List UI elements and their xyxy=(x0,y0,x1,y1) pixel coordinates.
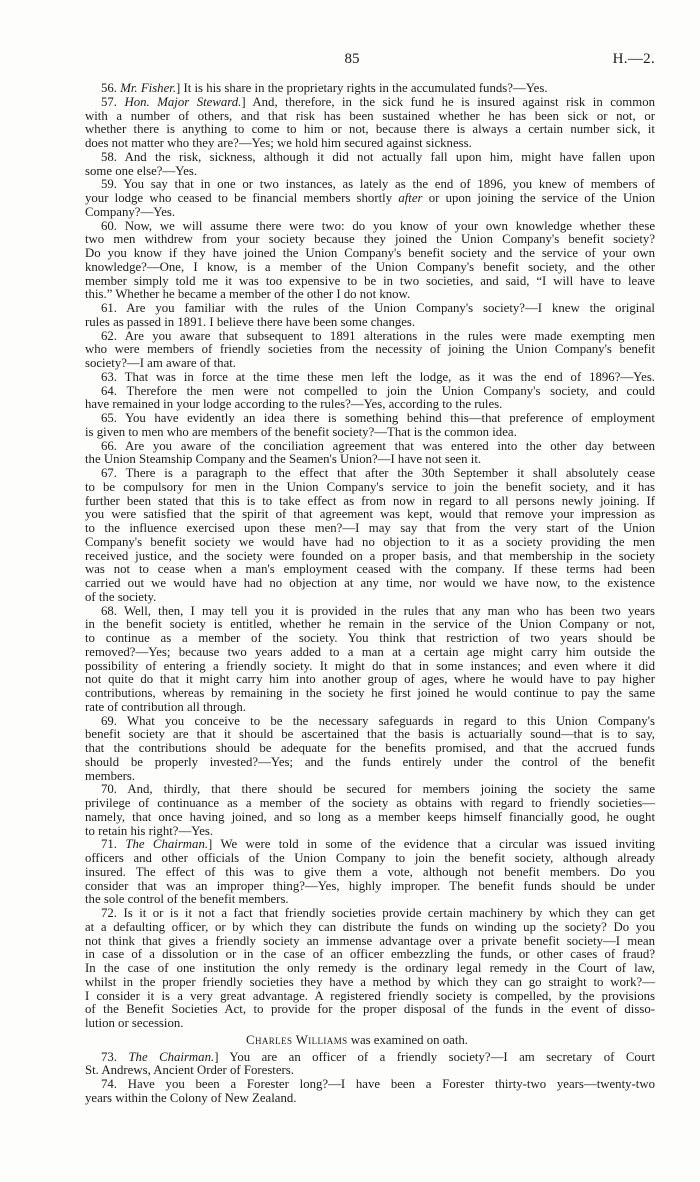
line-content xyxy=(85,233,655,247)
question-number: 69. xyxy=(101,713,117,728)
line-text: in the benefit society is entitled, whether he remain in the service of the Union Company or not, xyxy=(85,617,655,632)
testimony-paragraph xyxy=(85,178,655,219)
text-line xyxy=(85,976,655,990)
line-text: What you conceive to be the necessary safeguards in regard to this Union Company's xyxy=(127,713,655,728)
line-content xyxy=(101,1078,655,1092)
line-content xyxy=(85,825,213,839)
line-content xyxy=(85,508,655,522)
line-content xyxy=(85,165,197,179)
line-content xyxy=(85,948,655,962)
text-line xyxy=(85,302,655,316)
line-content xyxy=(85,550,655,564)
line-content xyxy=(85,261,655,275)
line-text: at a defaulting officer, or by which they can distribute the funds on winding up the society? Do you xyxy=(85,919,655,934)
line-content xyxy=(101,440,655,454)
line-content xyxy=(85,742,655,756)
line-content xyxy=(101,330,655,344)
line-text: Are you aware of the conciliation agreement that was entered into the other day between xyxy=(124,438,655,453)
line-text: the sole control of the benefit members. xyxy=(85,892,289,907)
text-line xyxy=(85,1092,655,1106)
witness-heading xyxy=(85,1034,655,1048)
line-text: to the influence exercised upon these men?—I may say that from the very start of the Union xyxy=(85,521,655,535)
line-content xyxy=(101,302,655,316)
text-line xyxy=(85,783,655,797)
text-line xyxy=(85,825,655,839)
text-line xyxy=(85,811,655,825)
line-content xyxy=(85,522,655,536)
text-line xyxy=(85,990,655,1004)
line-text: not think that gives a friendly society an immense advantage over a private benefit society—I mean xyxy=(85,933,655,948)
line-content xyxy=(101,385,655,399)
line-content xyxy=(101,151,655,165)
line-content xyxy=(101,605,655,619)
line-text: ] It is his share in the proprietary rights in the accumulated funds?—Yes. xyxy=(176,81,548,95)
line-content xyxy=(85,618,655,632)
question-number: 62. xyxy=(101,328,117,343)
testimony-paragraph xyxy=(85,151,655,179)
text-line xyxy=(85,165,655,179)
text-line xyxy=(85,618,655,632)
line-content xyxy=(85,247,655,261)
line-text: carried out we would have had no objection at any time, nor would we have now, to the existence xyxy=(85,576,655,590)
line-text: you were satisfied that the spirit of that agreement was kept, would that remove your impression as xyxy=(85,507,655,522)
text-line xyxy=(85,577,655,591)
text-line xyxy=(85,467,655,481)
question-number: 60. xyxy=(101,218,117,233)
question-number: 64. xyxy=(101,383,117,398)
line-text: Are you aware that subsequent to 1891 alterations in the rules were made exempting men xyxy=(124,328,655,343)
line-text: Now, we will assume there were two: do you know of your own knowledge whether these xyxy=(124,218,656,233)
question-number: 73. xyxy=(101,1049,117,1064)
text-line xyxy=(85,838,655,852)
line-content xyxy=(85,536,655,550)
question-number: 65. xyxy=(101,411,117,425)
line-content xyxy=(85,1064,294,1078)
testimony-paragraph xyxy=(85,82,655,96)
line-content xyxy=(85,673,655,687)
line-text: lution or secession. xyxy=(85,1016,184,1030)
line-text: does not matter who they are?—Yes; we hold him secured against sickness. xyxy=(85,136,472,150)
testimony-paragraph xyxy=(85,371,655,385)
text-line xyxy=(85,673,655,687)
line-text: this.” Whether he became a member of the other I do not know. xyxy=(85,287,411,302)
text-line xyxy=(85,137,655,151)
line-content xyxy=(101,783,655,797)
question-number: 56. xyxy=(101,81,117,95)
text-line xyxy=(85,82,655,96)
line-text: That was in force at the time these men left the lodge, as it was the end of 1896?—Yes. xyxy=(124,369,655,384)
text-line xyxy=(85,605,655,619)
question-number: 67. xyxy=(101,466,117,480)
line-content xyxy=(85,687,655,701)
line-text: the Union Steamship Company and the Seamen's Union?—I have not seen it. xyxy=(85,452,482,467)
line-content xyxy=(85,206,175,220)
text-line xyxy=(85,481,655,495)
line-text: two men withdrew from your society because they joined the Union Company's benefit society? xyxy=(85,232,655,247)
text-line xyxy=(85,220,655,234)
line-text: not quite do that it might carry him into another group of ages, where he would have to pay higher xyxy=(85,672,655,687)
line-text: contributions, whereas by remaining in the society he first joined he would continue to pay the same xyxy=(85,686,655,700)
text-line xyxy=(85,701,655,715)
question-number: 61. xyxy=(101,301,117,315)
line-content xyxy=(85,770,135,784)
line-text: is given to men who are members of the benefit society?—That is the common idea. xyxy=(85,424,517,439)
line-text: to retain his right?—Yes. xyxy=(85,823,214,838)
line-text: whether there is anything to come to him or not, because there is always a certain number sick, it xyxy=(85,122,655,137)
text-line xyxy=(85,715,655,729)
testimony-paragraph xyxy=(85,220,655,303)
text-line xyxy=(85,371,655,385)
speaker-name: The Chairman. xyxy=(128,1049,215,1064)
line-text: rules as passed in 1891. I believe there have been some changes. xyxy=(85,314,416,329)
line-content xyxy=(85,137,472,151)
text-line xyxy=(85,866,655,880)
line-content xyxy=(101,371,655,385)
document-reference: H.—2. xyxy=(612,51,655,67)
line-text: of the society. xyxy=(85,589,157,604)
text-line xyxy=(85,123,655,137)
line-text: There is a paragraph to the effect that after the 30th September it shall absolutely cease xyxy=(125,466,655,480)
line-text: You have evidently an idea there is something behind this—that preference of employment xyxy=(125,411,655,425)
text-line xyxy=(85,797,655,811)
line-content xyxy=(85,990,655,1004)
question-number: 72. xyxy=(101,906,117,920)
text-line xyxy=(85,316,655,330)
line-text: some one else?—Yes. xyxy=(85,163,198,178)
line-text: Company's benefit society we would have had no objection to it as a society providing the men xyxy=(85,534,655,549)
text-line xyxy=(85,728,655,742)
line-content xyxy=(85,398,502,412)
text-line xyxy=(85,261,655,275)
line-content xyxy=(85,797,655,811)
text-line xyxy=(85,687,655,701)
line-text: Company?—Yes. xyxy=(85,204,176,219)
text-line xyxy=(85,495,655,509)
testimony-paragraph xyxy=(85,907,655,1031)
line-content xyxy=(85,976,655,990)
line-content xyxy=(85,756,655,770)
text-line xyxy=(85,962,655,976)
line-text: should be properly invested?—Yes; and the funds entirely under the control of the benefit xyxy=(85,754,655,769)
text-line xyxy=(85,1064,655,1078)
line-text: In the case of one institution the only remedy is the ordinary legal remedy in the Court of law, xyxy=(85,961,655,975)
text-line xyxy=(85,1017,655,1031)
text-line xyxy=(85,935,655,949)
line-content xyxy=(85,893,289,907)
line-text: You say that in one or two instances, as lately as the end of 1896, you knew of members of xyxy=(123,177,655,192)
line-content xyxy=(85,646,655,660)
text-line xyxy=(85,96,655,110)
line-content xyxy=(85,728,655,742)
page-header xyxy=(85,51,655,67)
line-text: or upon joining the service of the Union xyxy=(422,191,655,205)
text-line xyxy=(85,591,655,605)
text-line xyxy=(85,247,655,261)
line-content xyxy=(85,811,655,825)
line-content xyxy=(85,495,655,509)
line-text: knowledge?—One, I know, is a member of the Union Company's benefit society, and the other xyxy=(85,259,655,274)
text-line xyxy=(85,742,655,756)
line-content xyxy=(85,123,655,137)
line-content xyxy=(85,852,655,866)
line-content xyxy=(85,935,655,949)
text-line xyxy=(85,1078,655,1092)
text-line xyxy=(85,385,655,399)
line-content xyxy=(85,577,655,591)
line-content xyxy=(101,838,655,852)
line-text: to be compulsory for men in the Union Company's service to join the benefit society, and it has xyxy=(85,479,655,494)
text-line xyxy=(85,206,655,220)
text-line xyxy=(85,233,655,247)
question-number: 68. xyxy=(101,603,117,618)
line-text: Do you know if they have joined the Union Company's benefit society and the service of your own xyxy=(85,246,655,260)
text-line xyxy=(85,852,655,866)
line-content xyxy=(101,1051,655,1065)
line-text: removed?—Yes; because two years added to a man at a certain age might carry him outside the xyxy=(85,644,655,659)
line-text: officers and other officials of the Union Company to join the benefit society, although already xyxy=(85,851,655,865)
question-number: 58. xyxy=(101,149,117,164)
line-content xyxy=(85,453,481,467)
line-content xyxy=(101,412,655,426)
question-number: 74. xyxy=(101,1077,117,1091)
text-line xyxy=(85,343,655,357)
question-number: 66. xyxy=(101,438,117,453)
line-content xyxy=(101,82,548,96)
text-line xyxy=(85,770,655,784)
line-text: whilst in the proper friendly societies they have a method by which they can go straight to work?— xyxy=(85,974,655,989)
line-text: have remained in your lodge according to the rules?—Yes, according to the rules. xyxy=(85,397,503,412)
line-text: of the Benefit Societies Act, to provide for the proper disposal of the funds in the event of disso- xyxy=(85,1002,655,1017)
testimony-paragraph xyxy=(85,605,655,715)
line-content xyxy=(85,563,655,577)
line-content xyxy=(85,880,655,894)
testimony-paragraph xyxy=(85,302,655,330)
text-line xyxy=(85,632,655,646)
testimony-paragraph xyxy=(85,440,655,468)
line-text: was not to cease when a man's employment ceased with the company. If these terms had been xyxy=(85,562,655,577)
line-text: Well, then, I may tell you it is provided in the rules that any man who has been two years xyxy=(123,603,655,618)
question-number: 63. xyxy=(101,369,117,384)
text-line xyxy=(85,646,655,660)
question-number: 57. xyxy=(101,94,117,109)
text-line xyxy=(85,563,655,577)
line-text: with a number of others, and that risk has been sustained whether he has been sick or not, or xyxy=(85,108,655,123)
line-text: to continue as a member of the society. You think that restriction of two years should be xyxy=(85,631,655,645)
line-content xyxy=(85,866,655,880)
question-number: 71. xyxy=(101,837,117,852)
line-text: possibility of entering a friendly society. It might do that in some instances; and even where it did xyxy=(85,658,655,673)
line-text: further been stated that this is to take effect as from now in regard to all persons newly joining. If xyxy=(85,493,655,508)
line-content xyxy=(85,591,156,605)
text-line xyxy=(85,412,655,426)
line-text: insured. The effect of this was to give them a vote, although not benefit members. Do you xyxy=(85,864,655,879)
text-line xyxy=(85,893,655,907)
text-line xyxy=(85,880,655,894)
line-content xyxy=(101,220,655,234)
text-line xyxy=(85,1003,655,1017)
text-line xyxy=(85,357,655,371)
question-number: 59. xyxy=(101,177,117,192)
document-body xyxy=(85,82,655,1106)
emphasis-text: after xyxy=(398,191,423,205)
text-line xyxy=(85,110,655,124)
line-text: Is it or is it not a fact that friendly societies provide certain machinery by which they can get xyxy=(123,906,656,920)
speaker-name: The Chairman. xyxy=(125,837,209,852)
line-text: society?—I am aware of that. xyxy=(85,356,237,370)
line-text: benefit society are that it should be ascertained that the basis is actuarially sound—that is to say, xyxy=(85,727,655,742)
line-content xyxy=(101,907,655,921)
line-text: that the contributions should be adequate for the benefits promised, and that the accrued funds xyxy=(85,741,655,755)
line-text: member simply told me it was too expensive to be in two societies, and said, “I will have to leave xyxy=(85,273,655,288)
testimony-paragraph xyxy=(85,96,655,151)
line-text: Therefore the men were not compelled to join the Union Company's society, and could xyxy=(126,383,655,398)
line-content xyxy=(85,962,655,976)
question-number: 70. xyxy=(101,782,117,797)
testimony-paragraph xyxy=(85,330,655,371)
line-content xyxy=(101,178,655,192)
witness-heading-text: was examined on oath. xyxy=(350,1032,468,1047)
line-text: ] You are an officer of a friendly society?—I am secretary of Court xyxy=(214,1049,655,1064)
line-content xyxy=(85,632,655,646)
line-text: Are you familiar with the rules of the Union Company's society?—I knew the original xyxy=(126,301,655,315)
text-line xyxy=(85,426,655,440)
text-line xyxy=(85,151,655,165)
text-line xyxy=(85,288,655,302)
witness-name: Charles Williams xyxy=(246,1032,348,1047)
line-text: your lodge who ceased to be financial members shortly xyxy=(85,191,399,205)
testimony-paragraph xyxy=(85,467,655,605)
text-line xyxy=(85,921,655,935)
line-content xyxy=(85,481,655,495)
text-line xyxy=(85,1051,655,1065)
line-text: received justice, and the society were founded on a proper basis, and that membership in the society xyxy=(85,548,655,563)
page-number: 85 xyxy=(344,51,360,67)
line-text: rate of contribution all through. xyxy=(85,699,246,714)
line-content xyxy=(85,275,655,289)
text-line xyxy=(85,330,655,344)
line-text: privilege of continuance as a member of the society as obtains with regard to friendly societies— xyxy=(85,796,655,810)
line-content xyxy=(85,1017,183,1031)
line-text: And the risk, sickness, although it did not actually fall upon him, might have fallen upon xyxy=(124,149,655,164)
line-content xyxy=(85,110,655,124)
line-content xyxy=(85,1092,296,1106)
line-text: who were members of friendly societies from the necessity of joining the Union Company's benefit xyxy=(85,342,655,357)
line-text: members. xyxy=(85,768,136,783)
line-text: St. Andrews, Ancient Order of Foresters. xyxy=(85,1063,294,1078)
text-line xyxy=(85,398,655,412)
line-text: And, thirdly, that there should be secured for members joining the society the same xyxy=(127,782,656,797)
line-content xyxy=(85,701,246,715)
text-line xyxy=(85,550,655,564)
line-content xyxy=(85,316,415,330)
line-content xyxy=(85,357,236,371)
line-text: namely, that once having joined, and so long as a member keeps himself financially good, he ought xyxy=(85,809,655,824)
testimony-paragraph xyxy=(85,385,655,413)
line-text: ] We were told in some of the evidence that a circular was issued inviting xyxy=(208,837,656,852)
line-content xyxy=(85,192,655,206)
text-line xyxy=(85,536,655,550)
line-content xyxy=(85,343,655,357)
line-content xyxy=(85,1003,655,1017)
line-text: Have you been a Forester long?—I have been a Forester thirty-two years—twenty-two xyxy=(127,1077,655,1091)
testimony-paragraph xyxy=(85,1078,655,1106)
line-content xyxy=(101,96,655,110)
line-text: in case of a dissolution or in the case of an officer embezzling the funds, or other cases of fraud? xyxy=(85,947,655,962)
line-content xyxy=(85,921,655,935)
line-text: ] And, therefore, in the sick fund he is insured against risk in common xyxy=(241,94,655,109)
line-content xyxy=(101,467,655,481)
line-content xyxy=(85,426,517,440)
text-line xyxy=(85,756,655,770)
testimony-paragraph xyxy=(85,838,655,907)
line-text: consider that was an improper thing?—Yes, highly improper. The benefit funds should be under xyxy=(85,878,655,893)
text-line xyxy=(85,948,655,962)
testimony-paragraph xyxy=(85,412,655,440)
speaker-name: Hon. Major Steward. xyxy=(124,94,242,109)
line-content xyxy=(85,288,410,302)
text-line xyxy=(85,275,655,289)
line-text: years within the Colony of New Zealand. xyxy=(85,1090,297,1105)
line-content xyxy=(85,660,655,674)
text-line xyxy=(85,453,655,467)
text-line xyxy=(85,440,655,454)
line-content xyxy=(101,715,655,729)
text-line xyxy=(85,907,655,921)
testimony-paragraph xyxy=(85,783,655,838)
text-line xyxy=(85,522,655,536)
text-line xyxy=(85,508,655,522)
line-text: I consider it is a very great advantage. A registered friendly society is compelled, by the provisions xyxy=(85,988,655,1003)
speaker-name: Mr. Fisher. xyxy=(120,81,177,95)
text-line xyxy=(85,660,655,674)
text-line xyxy=(85,178,655,192)
text-line xyxy=(85,192,655,206)
testimony-paragraph xyxy=(85,715,655,784)
testimony-paragraph xyxy=(85,1051,655,1079)
